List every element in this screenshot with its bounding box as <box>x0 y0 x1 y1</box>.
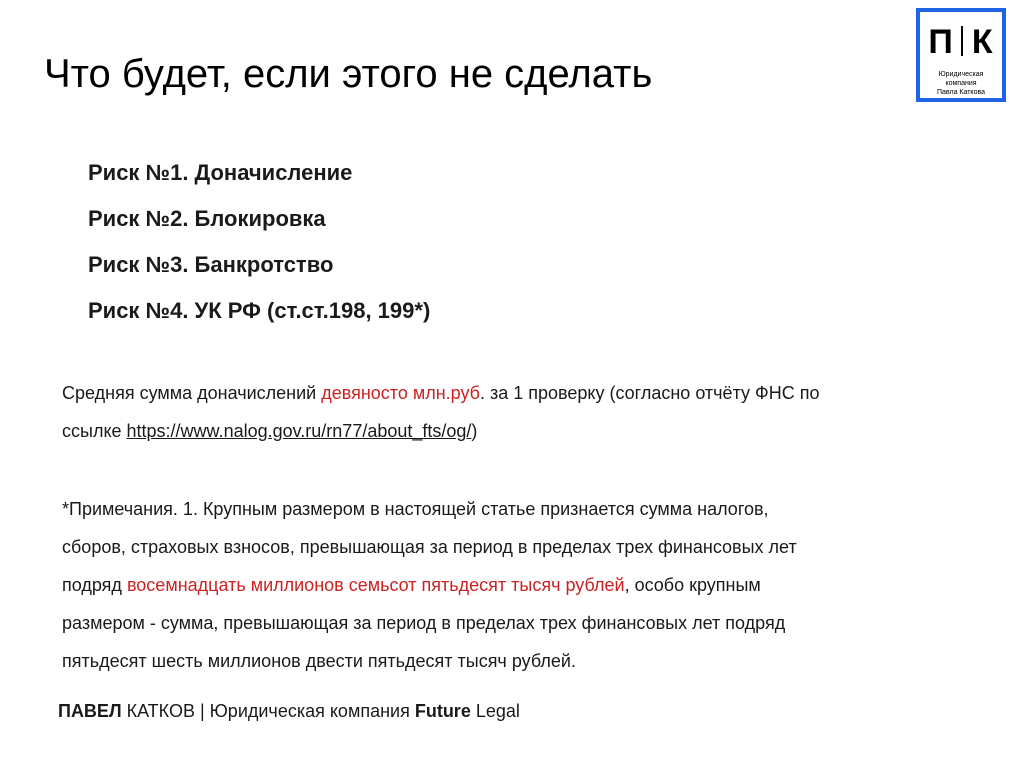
logo-letter-left: П <box>928 23 954 61</box>
risk-item: Риск №1. Доначисление <box>88 160 353 185</box>
average-line-1 <box>62 374 819 412</box>
footer <box>58 696 520 726</box>
page-title: Что будет, если этого не сделать <box>44 52 653 96</box>
logo-divider <box>961 26 963 56</box>
company-logo <box>916 8 1006 102</box>
footer-name-rest: КАТКОВ | Юридическая компания <box>121 701 415 721</box>
logo-subtitle-line: Павла Каткова <box>937 89 985 96</box>
logo-letter-right: К <box>971 23 994 61</box>
average-highlight: девяносто млн.руб <box>321 383 480 403</box>
footer-brand-bold: Future <box>414 701 471 721</box>
risk-item: Риск №4. УК РФ (ст.ст.198, 199*) <box>88 298 431 323</box>
average-line2-suffix: ) <box>471 421 478 441</box>
risk-list <box>88 150 430 334</box>
risk-item: Риск №3. Банкротство <box>88 252 334 277</box>
note-line-3 <box>62 566 761 604</box>
note-line3-suffix: , особо крупным <box>624 575 761 595</box>
note-line3-prefix: подряд <box>62 575 127 595</box>
logo-subtitle <box>920 70 1002 97</box>
note-highlight: восемнадцать миллионов семьсот пятьдесят тысяч рублей <box>126 575 625 595</box>
fns-report-link[interactable]: https://www.nalog.gov.ru/rn77/about_fts/og/ <box>126 421 472 441</box>
footer-name-bold: ПАВЕЛ <box>58 701 122 721</box>
footer-brand-rest: Legal <box>470 701 520 721</box>
average-line2-prefix: ссылке <box>62 421 127 441</box>
average-prefix: Средняя сумма доначислений <box>62 383 322 403</box>
logo-subtitle-line: Юридическая <box>938 71 984 78</box>
average-suffix: . за 1 проверку (согласно отчёту ФНС по <box>479 383 820 403</box>
logo-subtitle-line: компания <box>945 80 977 87</box>
note-line-4: размером - сумма, превышающая за период в пределах трех финансовых лет подряд <box>62 613 786 633</box>
note-line-2: сборов, страховых взносов, превышающая за период в пределах трех финансовых лет <box>62 537 797 557</box>
risk-item: Риск №2. Блокировка <box>88 206 326 231</box>
note-line-5: пятьдесят шесть миллионов двести пятьдесят тысяч рублей. <box>62 651 576 671</box>
note-line-1: *Примечания. 1. Крупным размером в настоящей статье признается сумма налогов, <box>62 499 769 519</box>
average-line-2 <box>62 412 477 450</box>
